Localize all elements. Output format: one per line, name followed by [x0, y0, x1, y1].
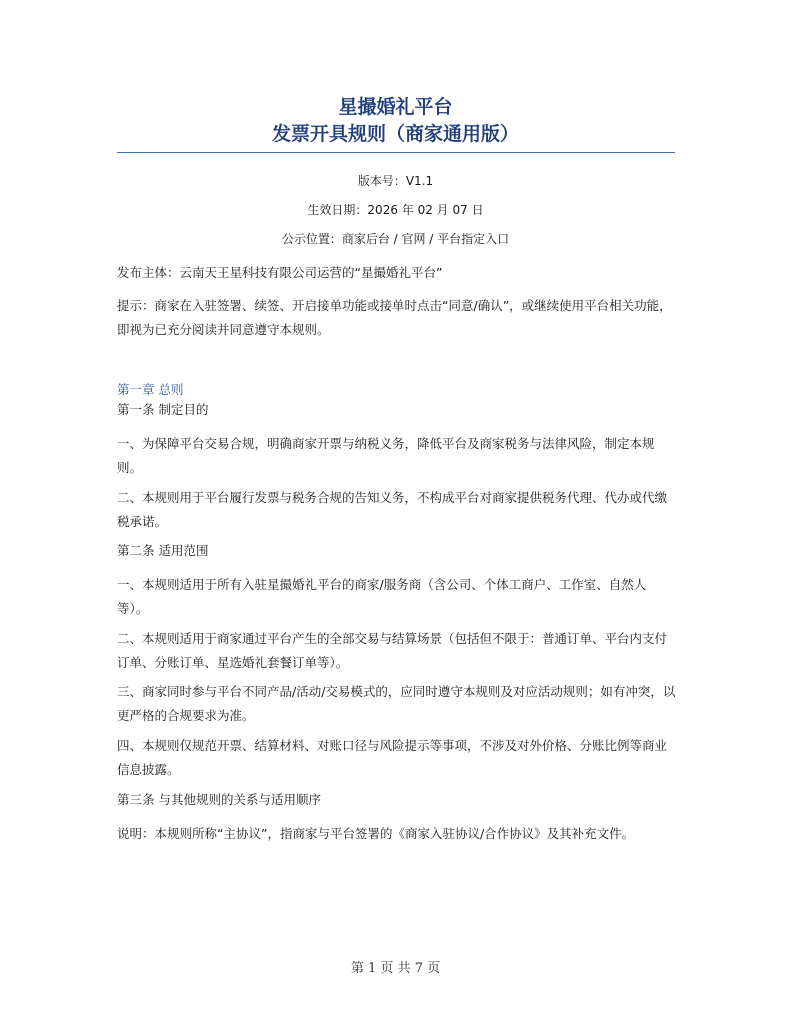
clause-item: 四、本规则仅规范开票、结算材料、对账口径与风险提示等事项，不涉及对外价格、分账比例等商业信息披露。	[117, 738, 668, 777]
title-divider	[117, 152, 675, 153]
consent-notice: 提示：商家在入驻签署、续签、开启接单功能或接单时点击“同意/确认”，或继续使用平台相关功能，即视为已充分阅读并同意遵守本规则。	[117, 298, 672, 337]
clause-item: 说明：本规则所称“主协议”，指商家与平台签署的《商家入驻协议/合作协议》及其补充文件。	[117, 826, 635, 841]
document-title-rules: 发票开具规则（商家通用版）	[271, 123, 519, 145]
article-heading: 第一条 制定目的	[117, 402, 209, 417]
clause-item: 一、本规则适用于所有入驻星撮婚礼平台的商家/服务商（含公司、个体工商户、工作室、自然人等）。	[117, 577, 647, 616]
clause-item: 三、商家同时参与平台不同产品/活动/交易模式的，应同时遵守本规则及对应活动规则；如有冲突，以更严格的合规要求为准。	[117, 684, 676, 723]
effective-date: 生效日期：2026 年 02 月 07 日	[307, 203, 484, 217]
article-heading: 第三条 与其他规则的关系与适用顺序	[117, 792, 321, 807]
version-number: 版本号：V1.1	[357, 174, 434, 188]
clause-item: 二、本规则适用于商家通过平台产生的全部交易与结算场景（包括但不限于：普通订单、平台内支付订单、分账订单、星选婚礼套餐订单等）。	[117, 631, 668, 670]
clause-item: 二、本规则用于平台履行发票与税务合规的告知义务，不构成平台对商家提供税务代理、代办或代缴税承诺。	[117, 490, 668, 529]
page-number: 第 1 页 共 7 页	[350, 961, 441, 976]
chapter-heading: 第一章 总则	[117, 382, 184, 397]
publisher-statement: 发布主体：云南天王星科技有限公司运营的“星撮婚礼平台”	[117, 265, 443, 280]
publish-location: 公示位置：商家后台 / 官网 / 平台指定入口	[281, 232, 510, 246]
clause-item: 一、为保障平台交易合规，明确商家开票与纳税义务，降低平台及商家税务与法律风险，制定本规则。	[117, 436, 655, 475]
document-title-platform: 星撮婚礼平台	[338, 96, 453, 118]
article-heading: 第二条 适用范围	[117, 543, 209, 558]
